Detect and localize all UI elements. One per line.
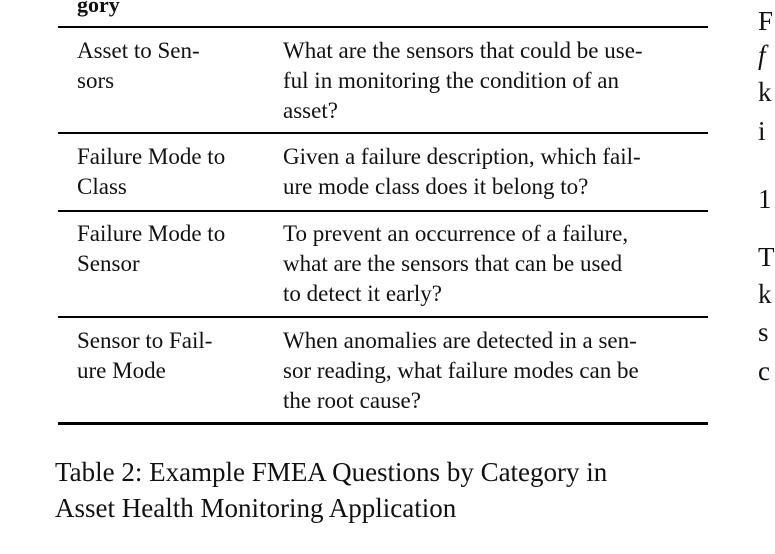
question-line: sor reading, what failure modes can be — [283, 358, 639, 383]
question-line: When anomalies are detected in a sen- — [283, 328, 637, 353]
right-column-fragment: s — [758, 317, 769, 347]
question-line: what are the sensors that can be used — [283, 251, 623, 276]
row-divider — [58, 210, 708, 212]
table-caption — [55, 454, 711, 526]
right-column-fragment: F — [758, 6, 774, 36]
category-cell — [77, 219, 249, 279]
question-line: Given a failure description, which fail- — [283, 144, 641, 169]
caption-line: Table 2: Example FMEA Questions by Category in — [55, 457, 608, 487]
category-line: sors — [77, 68, 115, 93]
category-line: Asset to Sen- — [77, 38, 200, 63]
question-line: ful in monitoring the condition of an — [283, 68, 620, 93]
right-column-fragment: 1 — [758, 184, 772, 214]
question-line: What are the sensors that could be use- — [283, 38, 643, 63]
question-line: to detect it early? — [283, 281, 443, 306]
question-line: ure mode class does it belong to? — [283, 174, 589, 199]
category-line: ure Mode — [77, 358, 166, 383]
category-cell — [77, 142, 249, 202]
question-line: the root cause? — [283, 388, 421, 413]
right-column-fragment: f — [758, 40, 766, 70]
caption-line: Asset Health Monitoring Application — [55, 493, 457, 523]
question-cell — [283, 219, 695, 309]
category-line: Sensor to Fail- — [77, 328, 213, 353]
question-cell — [283, 36, 695, 126]
category-line: Failure Mode to — [77, 221, 226, 246]
category-line: Sensor — [77, 251, 140, 276]
row-divider — [58, 132, 708, 134]
header-rule — [58, 26, 708, 28]
right-column-fragment: k — [758, 279, 772, 309]
table-header-fragment: gory — [77, 0, 120, 17]
right-column-fragment: k — [758, 77, 772, 107]
category-cell — [77, 326, 249, 386]
bottom-rule — [58, 422, 708, 425]
right-column-fragment: c — [758, 356, 770, 386]
right-column-fragment: T — [758, 242, 775, 272]
question-cell — [283, 326, 695, 416]
row-divider — [58, 316, 708, 318]
question-line: asset? — [283, 98, 338, 123]
right-column-fragment: i — [758, 116, 766, 146]
category-line: Class — [77, 174, 127, 199]
question-line: To prevent an occurrence of a failure, — [283, 221, 629, 246]
category-line: Failure Mode to — [77, 144, 226, 169]
category-cell — [77, 36, 249, 96]
question-cell — [283, 142, 695, 202]
